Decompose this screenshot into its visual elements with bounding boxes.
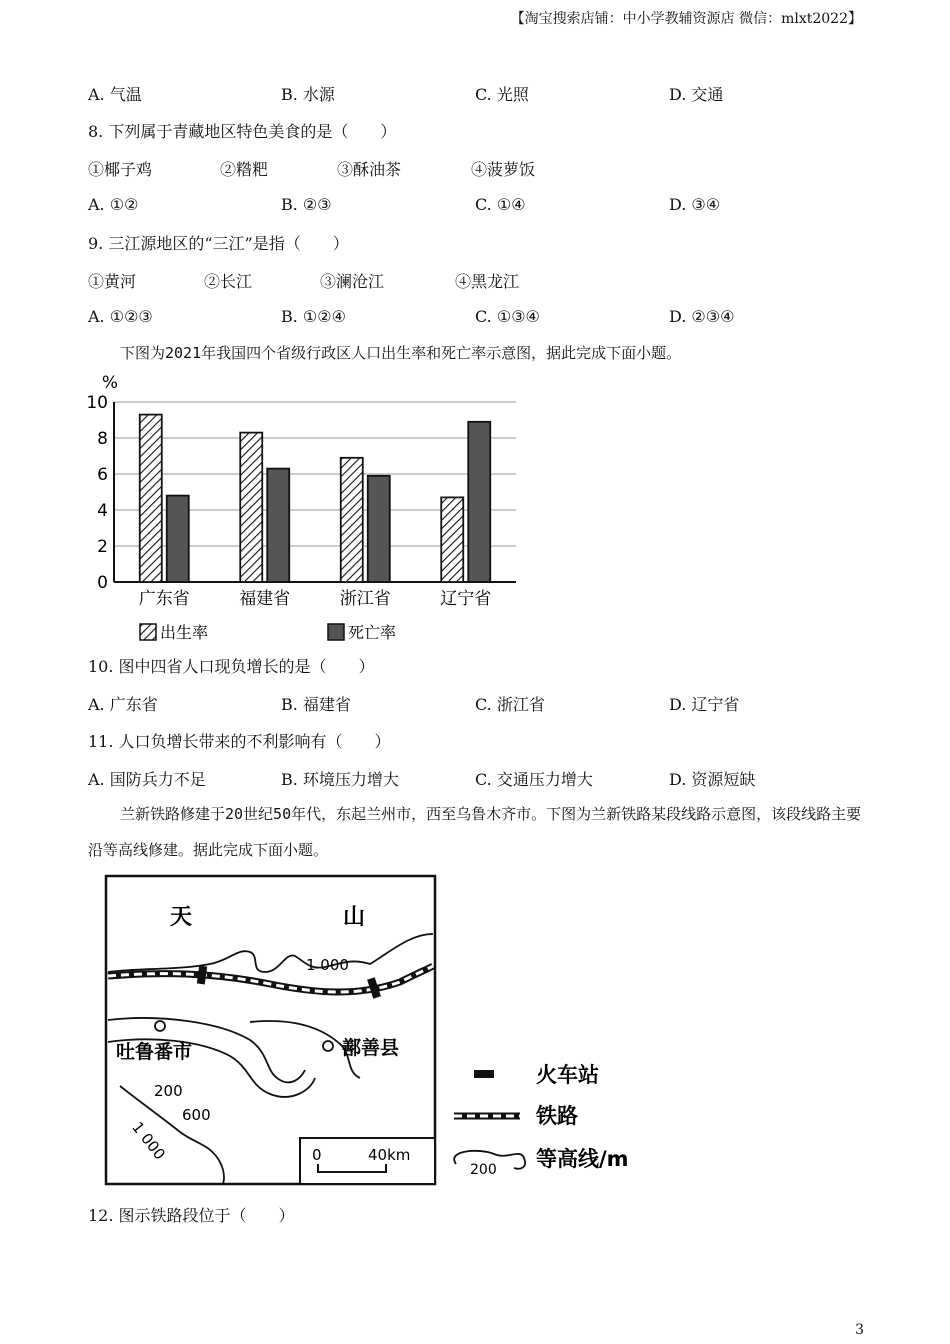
legend-label-birth: 出生率 <box>160 623 209 642</box>
label-turpan: 吐鲁番市 <box>116 1041 193 1063</box>
chart-intro: 下图为2021年我国四个省级行政区人口出生率和死亡率示意图，据此完成下面小题。 <box>120 344 682 362</box>
label-contour-1000-top: 1 000 <box>306 956 349 974</box>
turpan-marker <box>155 1021 165 1031</box>
y-axis-unit: % <box>101 373 119 393</box>
bar-death-rate <box>468 422 490 582</box>
legend-contour-sample: 200 <box>470 1162 497 1178</box>
q9-item-2: ②长江 <box>204 272 253 291</box>
bar-death-rate <box>167 496 189 582</box>
y-tick-label: 10 <box>86 393 108 413</box>
q12-stem: 12. 图示铁路段位于（ ） <box>88 1206 295 1225</box>
railway-map <box>100 872 660 1192</box>
population-rate-chart <box>84 368 534 648</box>
q10-option-d: D. 辽宁省 <box>669 695 740 714</box>
q8-option-c: C. ①④ <box>475 195 526 214</box>
q10-option-b: B. 福建省 <box>281 695 351 714</box>
label-contour-600: 600 <box>182 1106 211 1124</box>
q9-item-3: ③澜沧江 <box>320 272 385 291</box>
label-tian: 天 <box>170 905 193 930</box>
legend-swatch-birth <box>140 624 156 640</box>
shanshan-marker <box>323 1041 333 1051</box>
q11-option-c: C. 交通压力增大 <box>475 770 593 789</box>
legend-railway-label: 铁路 <box>536 1104 578 1128</box>
bar-birth-rate <box>140 415 162 582</box>
q10-option-c: C. 浙江省 <box>475 695 545 714</box>
map-intro: 兰新铁路修建于20世纪50年代，东起兰州市，西至乌鲁木齐市。下图为兰新铁路某段线路示意图，该段线路主要沿等高线修建。据此完成下面小题。 <box>88 805 862 859</box>
label-shan: 山 <box>343 905 366 930</box>
q10-option-a: A. 广东省 <box>88 695 158 714</box>
bar-birth-rate <box>341 458 363 582</box>
label-shanshan: 鄯善县 <box>342 1037 400 1059</box>
bar-birth-rate <box>240 433 262 582</box>
legend-station-label: 火车站 <box>536 1063 599 1087</box>
y-tick-label: 6 <box>97 465 108 485</box>
q8-option-a: A. ①② <box>88 195 139 214</box>
q8-item-2: ②糌粑 <box>220 160 269 179</box>
q8-option-b: B. ②③ <box>281 195 332 214</box>
y-tick-label: 8 <box>97 429 108 449</box>
q8-item-4: ④菠萝饭 <box>471 160 536 179</box>
q9-stem: 9. 三江源地区的“三江”是指（ ） <box>88 234 349 253</box>
q9-item-1: ①黄河 <box>88 272 137 291</box>
q10-stem: 10. 图中四省人口现负增长的是（ ） <box>88 657 375 676</box>
x-category-label: 辽宁省 <box>440 589 492 609</box>
legend-contour-label: 等高线/m <box>536 1147 629 1171</box>
y-tick-label: 0 <box>97 573 108 593</box>
q8-item-3: ③酥油茶 <box>337 160 402 179</box>
q7-option-d: D. 交通 <box>669 85 724 104</box>
q11-option-a: A. 国防兵力不足 <box>88 770 206 789</box>
q9-option-d: D. ②③④ <box>669 307 735 326</box>
bar-birth-rate <box>441 497 463 582</box>
bar-death-rate <box>267 469 289 582</box>
x-category-label: 福建省 <box>239 589 291 609</box>
q9-option-a: A. ①②③ <box>88 307 153 326</box>
page-number: 3 <box>855 1322 864 1338</box>
legend-label-death: 死亡率 <box>348 623 397 642</box>
bar-death-rate <box>368 476 390 582</box>
q9-item-4: ④黑龙江 <box>455 272 520 291</box>
legend-station-symbol <box>474 1070 494 1078</box>
scale-zero: 0 <box>312 1146 322 1164</box>
label-contour-200: 200 <box>154 1082 183 1100</box>
scale-40km: 40km <box>368 1146 411 1164</box>
q7-option-a: A. 气温 <box>88 85 142 104</box>
q8-stem: 8. 下列属于青藏地区特色美食的是（ ） <box>88 122 397 141</box>
y-tick-label: 4 <box>97 501 108 521</box>
legend-swatch-death <box>328 624 344 640</box>
q8-item-1: ①椰子鸡 <box>88 160 153 179</box>
q7-option-c: C. 光照 <box>475 85 529 104</box>
x-category-label: 广东省 <box>138 589 190 609</box>
q11-option-b: B. 环境压力增大 <box>281 770 399 789</box>
q8-option-d: D. ③④ <box>669 195 721 214</box>
q9-option-c: C. ①③④ <box>475 307 540 326</box>
label-contour-1000-bottom: 1 000 <box>128 1118 169 1164</box>
q7-option-b: B. 水源 <box>281 85 335 104</box>
x-category-label: 浙江省 <box>339 589 391 609</box>
q9-option-b: B. ①②④ <box>281 307 346 326</box>
q11-option-d: D. 资源短缺 <box>669 770 756 789</box>
y-tick-label: 2 <box>97 537 108 557</box>
page-header: 【淘宝搜索店铺：中小学教辅资源店 微信：mlxt2022】 <box>510 11 862 27</box>
q11-stem: 11. 人口负增长带来的不利影响有（ ） <box>88 732 391 751</box>
